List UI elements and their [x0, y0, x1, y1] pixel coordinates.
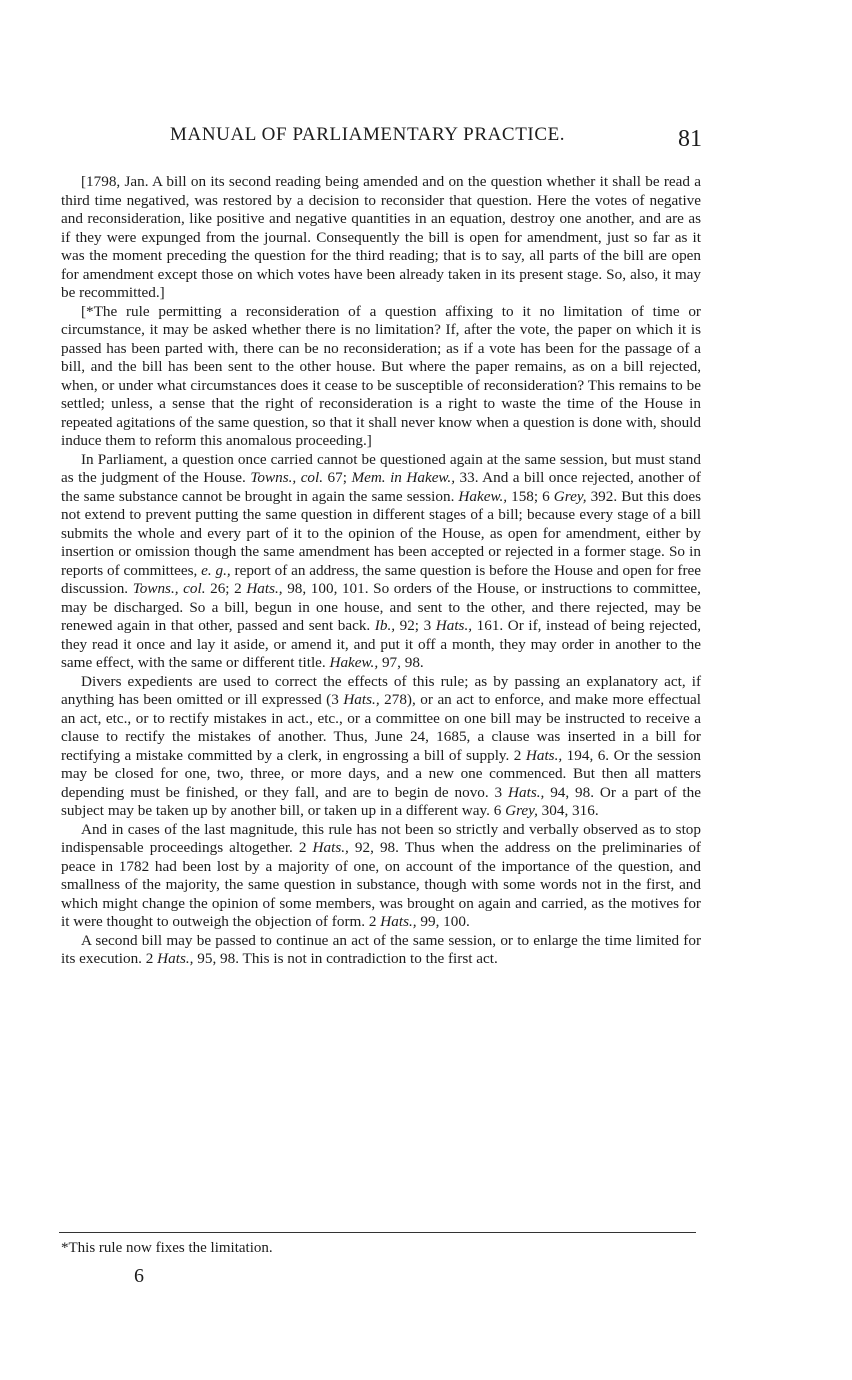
citation-text: Hats., — [246, 580, 283, 597]
paragraph-text: [*The rule permitting a reconsideration of a question affixing to it no limitation of time or circumstance, it may be asked whether there is no limitation? If, after the vote, the paper on which it is passed has been parted with, there can be no reconsideration; as if a vote has been for the passage of a bill, and the bill has been sent to the other house. But where the paper remains, as on a bill rejected, when, or under what circumstances does it cease to be susceptible of reconsideration? This remains to be settled; unless, a sense that the right of reconsideration is a right to waste the time of the House in repeated agitations of the same question, so that it shall never know when a question is done with, should induce them to reform this anomalous proceeding.] — [61, 302, 701, 449]
citation-text: Grey, — [553, 487, 587, 505]
paragraph-text: 92; 3 — [395, 617, 436, 634]
citation-text: Hats., — [312, 839, 349, 856]
signature-mark: 6 — [134, 1265, 144, 1287]
paragraph-text: Divers expedients are used to correct the effects of this rule; as by passing an explanatory act, if anything has been omitted or ill expressed (3 — [61, 672, 701, 708]
paragraph — [61, 673, 701, 821]
citation-text: Hakew., — [458, 487, 508, 505]
citation-text: Towns., col. — [250, 469, 324, 486]
citation-text: Towns., col. — [132, 580, 206, 597]
citation-text: Hats., — [343, 691, 380, 708]
paragraph — [61, 303, 701, 451]
paragraph-text: A second bill may be passed to continue an act of the same session, or to enlarge the time limited for its execution. 2 — [61, 931, 701, 967]
citation-text: Hats., — [435, 617, 473, 634]
footnote: *This rule now fixes the limitation. — [61, 1240, 273, 1256]
paragraph-text: 95, 98. This is not in contradiction to the first act. — [193, 950, 498, 967]
paragraph-text: 94, 98. Or a part of the subject may be taken up by another bill, or taken up in a different way. 6 — [61, 783, 701, 819]
paragraph-text: 98, 100, 101. So orders of the House, or instructions to committee, may be discharged. So a bill, begun in one house, and sent to the other, and there rejected, may be renewed again in that other, passed and sent back. — [61, 580, 701, 634]
citation-text: Hats., — [380, 913, 417, 930]
citation-text: Hats., — [525, 746, 563, 764]
citation-text: Hats., — [508, 783, 545, 801]
page-header — [60, 122, 702, 156]
footnote-divider — [59, 1232, 696, 1233]
paragraph-text: In Parliament, a question once carried cannot be questioned again at the same session, but must stand as the judgment of the House. — [61, 450, 701, 486]
paragraph-text: [1798, Jan. A bill on its second reading being amended and on the question whether it shall be read a third time negatived, was restored by a decision to reconsider that question. Here the votes of negative and reconsideration, like positive and negative quantities in an equation, destroy one another, and are as if they were expunged from the journal. Consequently the bill is open for amendment, just so far as it was the moment preceding the question for the third reading; that is to say, all parts of the bill are open for amendment except those on which votes have been already taken in its present stage. So, also, it may be recommitted.] — [61, 173, 701, 301]
running-title: MANUAL OF PARLIAMENTARY PRACTICE. — [170, 124, 566, 145]
citation-text: e. g., — [201, 561, 231, 579]
paragraph-text: 97, 98. — [378, 654, 424, 671]
citation-text: Hakew., — [329, 654, 379, 671]
paragraph-text: 392. But this does not extend to prevent putting the same question in different stages of a bill; because every stage of a bill submits the whole and every part of it to the opinion of the House, as open for amendment, either by insertion or omission though the same amendment has been accepted or rejected in a former stage. So in reports of committees, — [61, 487, 701, 579]
paragraph — [61, 932, 701, 969]
paragraph-text: 26; 2 — [205, 580, 247, 597]
body-text — [61, 173, 701, 969]
citation-text: Ib., — [374, 617, 396, 634]
citation-text: Grey, — [505, 802, 538, 819]
paragraph — [61, 173, 701, 303]
paragraph-text: And in cases of the last magnitude, this rule has not been so strictly and verbally observed as to stop indispensable proceedings altogether. 2 — [61, 820, 701, 856]
paragraph-text: 33. And a bill once rejected, another of the same substance cannot be brought in again the same session. — [61, 469, 701, 505]
page-number: 81 — [678, 126, 702, 152]
citation-text: Hats., — [157, 950, 194, 967]
paragraph-text: 99, 100. — [416, 913, 470, 930]
paragraph — [61, 821, 701, 932]
citation-text: Mem. in Hakew., — [351, 469, 456, 486]
paragraph-text: 304, 316. — [537, 802, 599, 819]
paragraph-text: report of an address, the same question is before the House and open for free discussion. — [61, 561, 701, 597]
paragraph-text: 278), or an act to enforce, and make more effectual an act, etc., or to rectify mistakes in act., etc., or a committee on one bill may be instructed to receive a clause to rectify the mistakes of another. Thus, June 24, 1685, a clause was inserted in a bill for rectifying a mistake committed by a clerk, in engrossing a bill of supply. 2 — [61, 691, 701, 764]
paragraph-text: 158; 6 — [507, 487, 554, 505]
paragraph — [61, 451, 701, 673]
paragraph-text: 161. Or if, instead of being rejected, they read it once and lay it aside, or amend it, and put it off a month, they may order in another to the same effect, with the same or different title. — [61, 617, 701, 671]
paragraph-text: 92, 98. Thus when the address on the preliminaries of peace in 1782 had been lost by a majority of one, on account of the importance of the question, and smallness of the majority, the same question in substance, though with some words not in the first, and which might change the opinion of some members, was brought on again and carried, as the motives for it were thought to outweigh the objection of form. 2 — [61, 839, 701, 930]
paragraph-text: 67; — [323, 469, 352, 486]
paragraph-text: 194, 6. Or the session may be closed for one, two, three, or more days, and a new one commenced. But then all matters depending must be finished, or they fall, and are to begin de novo. 3 — [61, 746, 701, 801]
